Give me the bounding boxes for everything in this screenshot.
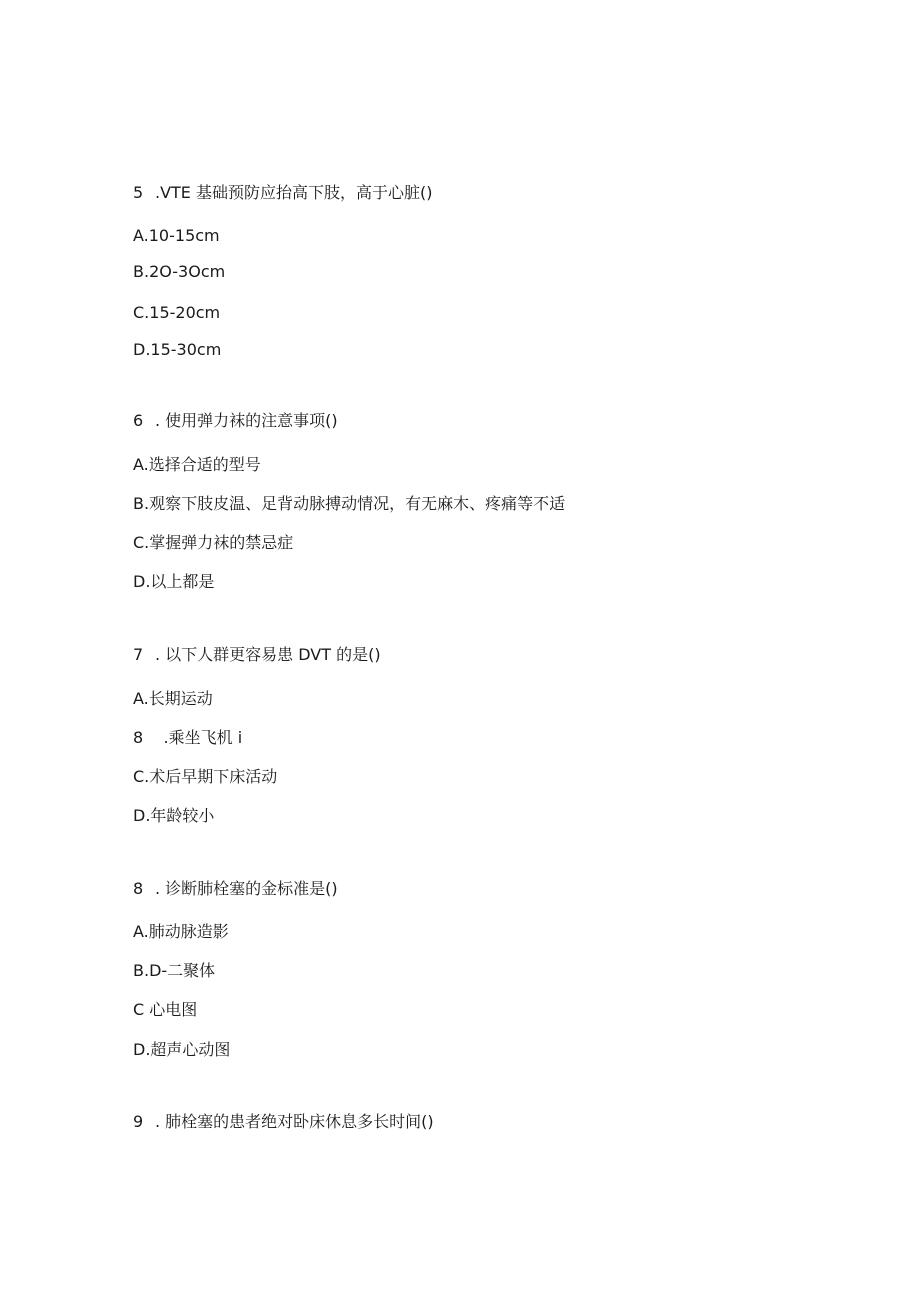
option-8c: C 心电图 xyxy=(133,1000,198,1019)
question-9 xyxy=(133,1112,434,1132)
option-7c: C.术后早期下床活动 xyxy=(133,767,278,786)
option-5b: B.2O-3Ocm xyxy=(133,262,226,281)
option-7b: 8 .乘坐飞机 i xyxy=(133,728,243,747)
question-5 xyxy=(133,183,433,203)
question-text: . 使用弹力袜的注意事项() xyxy=(155,411,338,430)
question-7 xyxy=(133,645,381,665)
option-6b: B.观察下肢皮温、足背动脉搏动情况，有无麻木、疼痛等不适 xyxy=(133,494,566,513)
option-5a: A.10-15cm xyxy=(133,226,220,245)
option-7a: A.长期运动 xyxy=(133,689,213,708)
option-8a: A.肺动脉造影 xyxy=(133,922,229,941)
question-8 xyxy=(133,879,338,899)
question-text: . 诊断肺栓塞的金标准是() xyxy=(155,879,338,898)
option-5c: C.15-20cm xyxy=(133,303,221,322)
option-6c: C.掌握弹力袜的禁忌症 xyxy=(133,533,294,552)
option-6d: D.以上都是 xyxy=(133,572,215,591)
question-text: . 肺栓塞的患者绝对卧床休息多长时间() xyxy=(155,1112,434,1131)
option-8d: D.超声心动图 xyxy=(133,1040,231,1059)
question-number: 9 xyxy=(133,1112,144,1131)
question-6 xyxy=(133,411,338,431)
question-text: .VTE 基础预防应抬高下肢，高于心脏() xyxy=(155,183,433,202)
option-8b: B.D-二聚体 xyxy=(133,961,216,980)
option-7d: D.年龄较小 xyxy=(133,806,215,825)
question-number: 5 xyxy=(133,183,144,202)
question-number: 8 xyxy=(133,879,144,898)
option-5d: D.15-30cm xyxy=(133,340,222,359)
question-text: . 以下人群更容易患 DVT 的是() xyxy=(155,645,381,664)
question-number: 6 xyxy=(133,411,144,430)
question-number: 7 xyxy=(133,645,144,664)
option-6a: A.选择合适的型号 xyxy=(133,455,261,474)
